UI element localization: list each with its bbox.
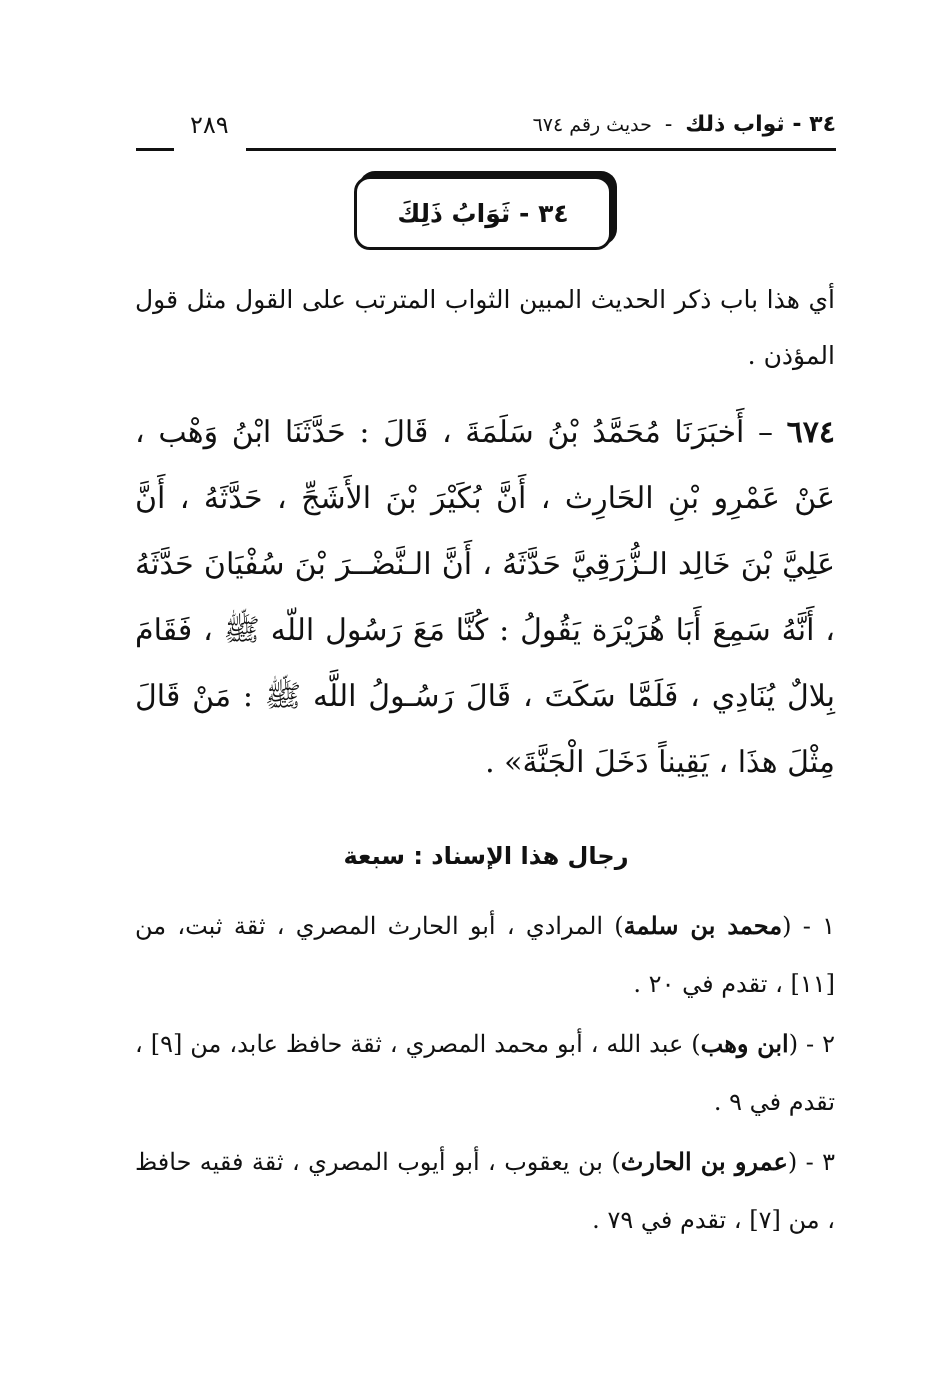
running-header-hadith-ref: حديث رقم ٦٧٤ xyxy=(532,114,652,136)
narrator-entry xyxy=(135,897,835,1013)
running-header-separator: - xyxy=(664,112,673,137)
narrator-index: ٣ - ( xyxy=(787,1148,836,1176)
narrator-name: محمد بن سلمة xyxy=(623,911,783,940)
page-number: ٢٨٩ xyxy=(190,111,229,139)
hadith-text: – أَخبَرَنَا مُحَمَّدُ بْنُ سَلَمَةَ ، قَالَ : حَدَّثَنَا ابْنُ وَهْب ، عَنْ عَمْرِو بْنِ الحَارِث ، أَنَّ بُكَيْرَ بْنَ الأَشَجِّ ، حَدَّثَهُ ، أَنَّ عَلِيَّ بْنَ خَالِد الـزُّرَقِيَّ حَدَّثَهُ ، أَنَّ الـنَّضْــرَ بْنَ سُفْيَانَ حَدَّثَهُ ، أَنَّهُ سَمِعَ أَبَا هُرَيْرَة يَقُولُ : كُنَّا مَعَ رَسُول اللّه ﷺ ، فَقَامَ بِلالٌ يُنَادِي ، فَلَمَّا سَكَتَ ، قَالَ رَسُـولُ اللَّه ﷺ : مَنْ قَالَ مِثْلَ هذَا ، يَقِيناً دَخَلَ الْجَنَّةَ» . xyxy=(135,415,835,780)
narrator-index: ٢ - ( xyxy=(788,1030,835,1058)
page-number-dash xyxy=(136,148,174,151)
narrator-text: بن يعقوب ، أبو أيوب المصري ، ثقة فقيه حافظ ، من [٧] ، تقدم في ٧٩ . xyxy=(135,1148,835,1234)
running-header-title xyxy=(533,108,836,142)
narrator-name: عمرو بن الحارث xyxy=(620,1147,788,1176)
chapter-title: ٣٤ - ثَوَابُ ذَلِكَ xyxy=(397,198,569,228)
section-heading: رجال هذا الإسناد : سبعة xyxy=(343,842,629,870)
hadith-paragraph xyxy=(135,400,835,796)
narrator-entry xyxy=(135,1015,835,1131)
narrator-text: المرادي ، أبو الحارث المصري ، ثقة ثبت، من [١١] ، تقدم في ٢٠ . xyxy=(135,912,835,998)
header-rule xyxy=(246,148,836,151)
narrator-entry xyxy=(135,1133,835,1249)
running-header-chapter: ٣٤ - ثواب ذلك xyxy=(685,112,836,137)
narrator-close: ) xyxy=(611,1148,621,1176)
narrator-index: ١ - ( xyxy=(782,912,836,940)
narrator-close: ) xyxy=(614,912,624,940)
hadith-number: ٦٧٤ xyxy=(786,415,835,450)
running-header xyxy=(136,108,836,156)
narrator-name: ابن وهب xyxy=(700,1029,789,1058)
narrator-close: ) xyxy=(691,1030,701,1058)
intro-paragraph: أي هذا باب ذكر الحديث المبين الثواب المترتب على القول مثل قول المؤذن . xyxy=(135,285,835,370)
chapter-title-box xyxy=(354,176,612,250)
narrator-text: عبد الله ، أبو محمد المصري ، ثقة حافظ عابد، من [٩] ، تقدم في ٩ . xyxy=(135,1030,835,1116)
